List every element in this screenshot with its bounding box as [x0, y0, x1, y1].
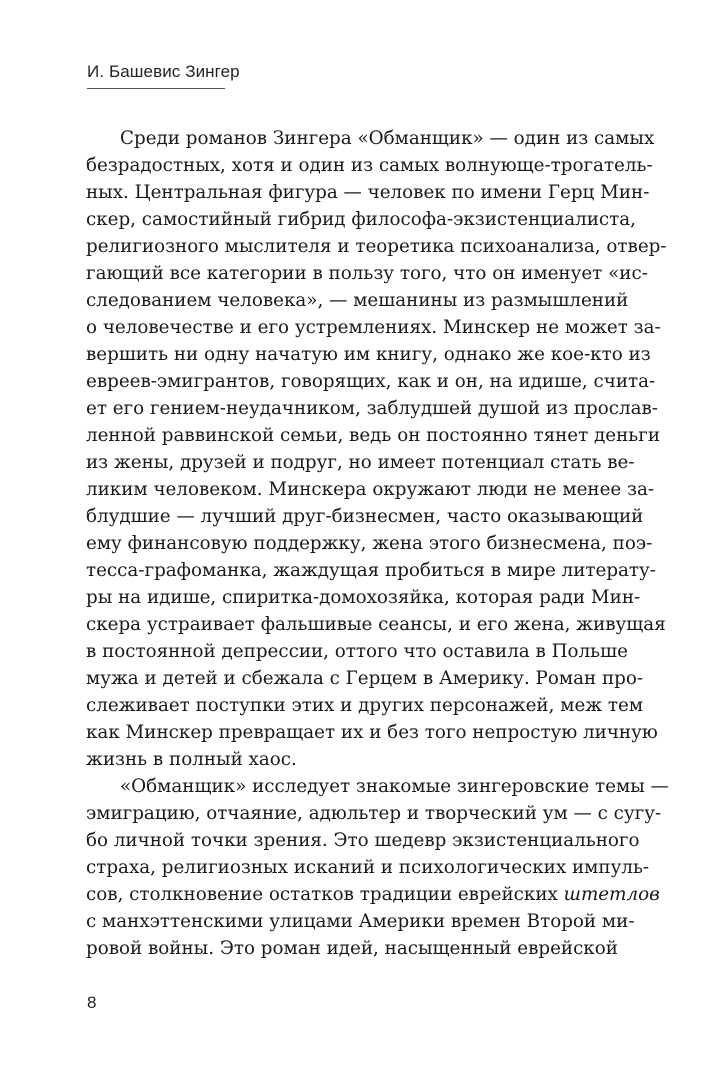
- text-line: эмиграцию, отчаяние, адюльтер и творческий ум — с сугу-: [86, 803, 662, 824]
- text-line: ленной раввинской семьи, ведь он постоянно тянет деньги: [86, 425, 661, 446]
- header-rule: [87, 88, 225, 89]
- text-line: как Минскер превращает их и без того непростую личную: [86, 722, 658, 743]
- text-line: ровой войны. Это роман идей, насыщенный еврейской: [86, 938, 618, 959]
- text-line: ных. Центральная фигура — человек по имени Герц Мин-: [86, 182, 650, 203]
- text-line: ет его гением-неудачником, заблудшей душой из прослав-: [86, 398, 658, 419]
- text-line: вершить ни одну начатую им книгу, однако же кое-кто из: [86, 344, 651, 365]
- text-line: тесса-графоманка, жаждущая пробиться в мире литерату-: [86, 560, 656, 581]
- running-head: И. Башевис Зингер: [87, 62, 240, 81]
- italic-term: штетлов: [563, 884, 660, 905]
- body-text: [86, 125, 669, 962]
- text-line: евреев-эмигрантов, говорящих, как и он, на идише, счита-: [86, 371, 656, 392]
- text-line: скера устраивает фальшивые сеансы, и его жена, живущая: [86, 614, 666, 635]
- text-line: скер, самостийный гибрид философа-экзистенциалиста,: [86, 209, 636, 230]
- text-line: блудшие — лучший друг-бизнесмен, часто оказывающий: [86, 506, 644, 527]
- paragraph-2: [86, 773, 669, 962]
- text-line: в постоянной депрессии, оттого что оставила в Польше: [86, 641, 628, 662]
- text-line-with-italic: [86, 881, 660, 908]
- text-line: о человечестве и его устремлениях. Минскер не может за-: [86, 317, 661, 338]
- text-line: ликим человеком. Минскера окружают люди не менее за-: [86, 479, 655, 500]
- text-line: слеживает поступки этих и других персонажей, меж тем: [86, 695, 644, 716]
- text-line: безрадостных, хотя и один из самых волнующе-трогатель-: [86, 155, 653, 176]
- text-line: бо личной точки зрения. Это шедевр экзистенциального: [86, 830, 640, 851]
- text-run: сов, столкновение остатков традиции еврейских: [86, 884, 564, 905]
- text-line: гающий все категории в пользу того, что он именует «ис-: [86, 263, 648, 284]
- text-line: страха, религиозных исканий и психологических импуль-: [86, 857, 650, 878]
- paragraph-1: [86, 125, 667, 773]
- text-line: с манхэттенскими улицами Америки времен Второй ми-: [86, 911, 635, 932]
- text-line: Среди романов Зингера «Обманщик» — один из самых: [120, 128, 655, 149]
- text-line: ры на идише, спиритка-домохозяйка, которая ради Мин-: [86, 587, 641, 608]
- text-line: мужа и детей и сбежала с Герцем в Америку. Роман про-: [86, 668, 644, 689]
- text-line: религиозного мыслителя и теоретика психоанализа, отвер-: [86, 236, 667, 257]
- text-line: следованием человека», — мешанины из размышлений: [86, 290, 629, 311]
- text-line: ему финансовую поддержку, жена этого бизнесмена, поэ-: [86, 533, 653, 554]
- text-line: жизнь в полный хаос.: [86, 749, 297, 770]
- text-line: «Обманщик» исследует знакомые зингеровские темы —: [120, 776, 669, 797]
- page-number: 8: [87, 993, 97, 1012]
- text-line: из жены, друзей и подруг, но имеет потенциал стать ве-: [86, 452, 635, 473]
